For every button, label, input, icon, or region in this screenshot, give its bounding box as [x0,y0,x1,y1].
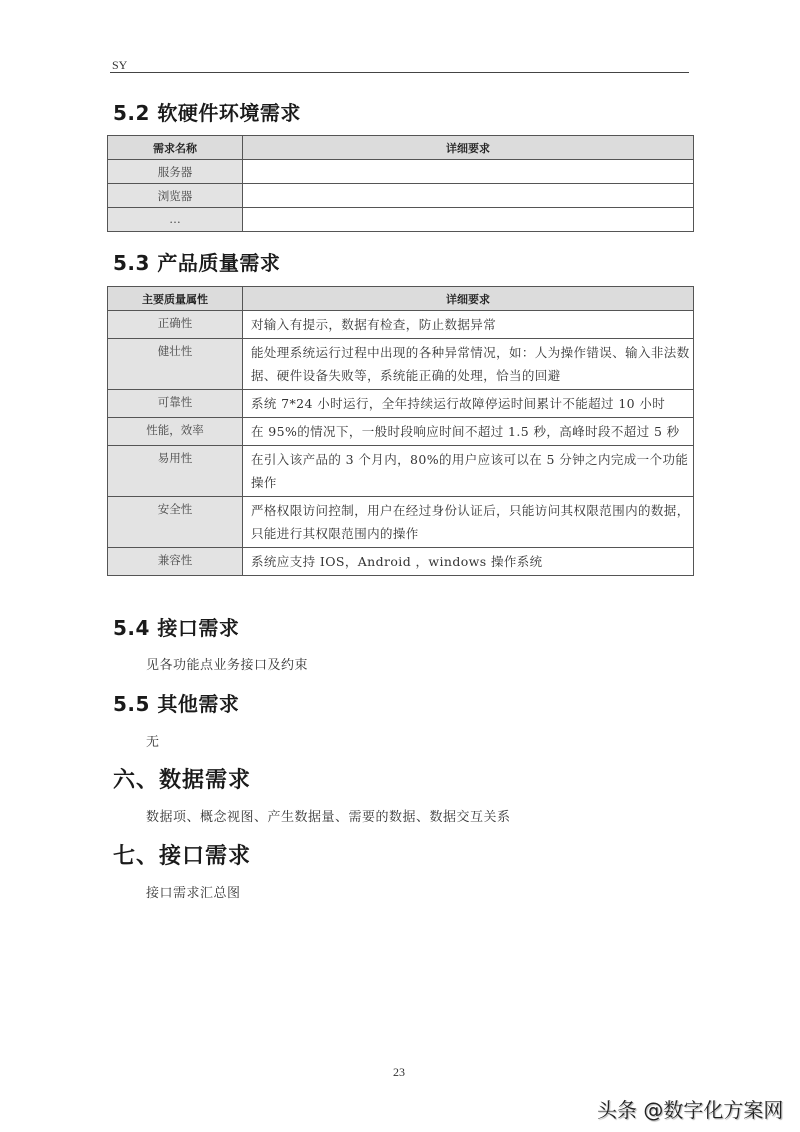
requirement-name: 浏览器 [108,184,243,208]
page-header-text: SY [112,58,128,72]
section-body-5-5: 无 [146,735,160,750]
quality-detail: 系统 7*24 小时运行，全年持续运行故障停运时间累计不能超过 10 小时 [243,390,694,418]
table-row [108,339,694,390]
requirement-name: 服务器 [108,160,243,184]
section-title-5-4: 5.4 接口需求 [113,616,240,640]
section-title-5-3: 5.3 产品质量需求 [113,251,281,275]
column-header: 详细要求 [243,287,694,311]
quality-attribute: 兼容性 [108,548,243,576]
environment-requirements-table [107,135,694,232]
page-number: 23 [393,1065,405,1079]
table-header-row [108,136,694,160]
quality-detail: 对输入有提示，数据有检查，防止数据异常 [243,311,694,339]
quality-attribute: 可靠性 [108,390,243,418]
table-row [108,497,694,548]
column-header: 详细要求 [243,136,694,160]
section-body-6: 数据项、概念视图、产生数据量、需要的数据、数据交互关系 [146,810,511,825]
table-row [108,390,694,418]
table-row [108,160,694,184]
quality-detail: 在引入该产品的 3 个月内，80%的用户应该可以在 5 分钟之内完成一个功能操作 [243,446,694,497]
requirement-detail [243,208,694,232]
table-row [108,446,694,497]
quality-detail: 系统应支持 IOS，Android ，windows 操作系统 [243,548,694,576]
quality-attribute: 正确性 [108,311,243,339]
requirement-name: … [108,208,243,232]
section-title-5-2: 5.2 软硬件环境需求 [113,101,301,125]
watermark: 头条 @数字化方案网 [597,1098,784,1122]
section-title-7: 七、接口需求 [113,844,252,869]
quality-attribute: 易用性 [108,446,243,497]
table-row [108,311,694,339]
quality-attribute: 安全性 [108,497,243,548]
table-header-row [108,287,694,311]
table-row [108,548,694,576]
section-title-5-5: 5.5 其他需求 [113,692,240,716]
section-title-6: 六、数据需求 [113,768,252,793]
column-header: 需求名称 [108,136,243,160]
section-body-7: 接口需求汇总图 [146,886,241,901]
requirement-detail [243,184,694,208]
quality-detail: 在 95%的情况下，一般时段响应时间不超过 1.5 秒，高峰时段不超过 5 秒 [243,418,694,446]
table-row [108,184,694,208]
header-divider [110,72,689,73]
requirement-detail [243,160,694,184]
quality-detail: 严格权限访问控制，用户在经过身份认证后，只能访问其权限范围内的数据，只能进行其权限范围内的操作 [243,497,694,548]
section-body-5-4: 见各功能点业务接口及约束 [146,658,309,673]
quality-attribute: 性能，效率 [108,418,243,446]
table-row [108,418,694,446]
quality-requirements-table [107,286,694,576]
column-header: 主要质量属性 [108,287,243,311]
quality-detail: 能处理系统运行过程中出现的各种异常情况，如：人为操作错误、输入非法数据、硬件设备失败等，系统能正确的处理，恰当的回避 [243,339,694,390]
table-row [108,208,694,232]
quality-attribute: 健壮性 [108,339,243,390]
